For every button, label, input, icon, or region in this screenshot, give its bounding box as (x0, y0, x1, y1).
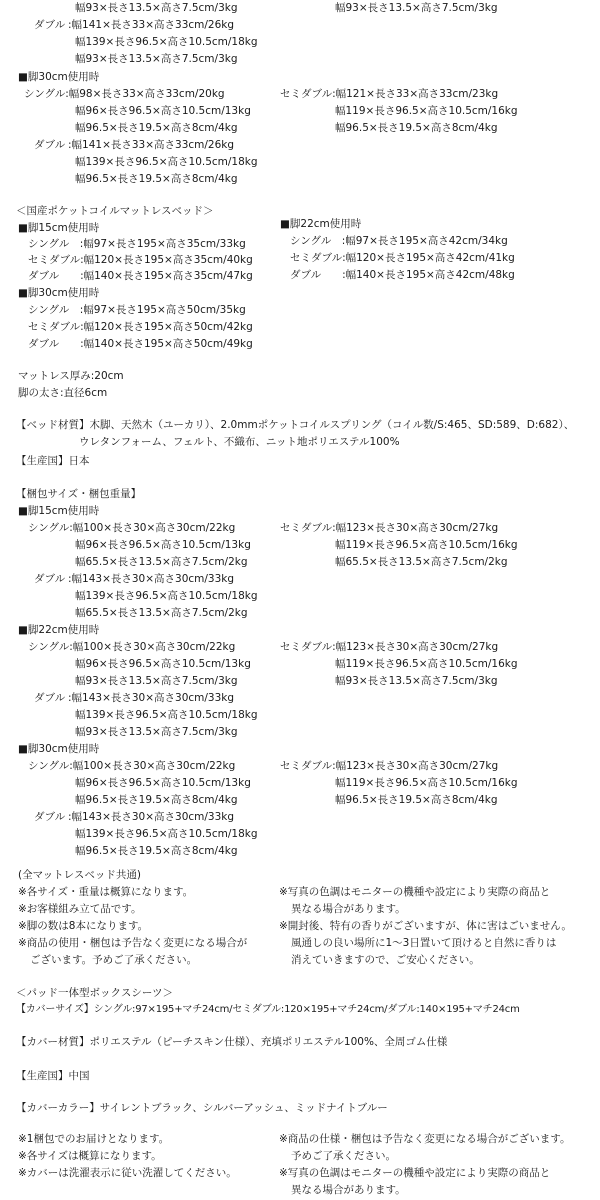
text-line: 幅93×長さ13.5×高さ7.5cm/3kg (335, 675, 498, 687)
text-line: 幅119×長さ96.5×高さ10.5cm/16kg (335, 105, 518, 117)
text-line: シングル :幅97×長さ195×高さ42cm/34kg (290, 235, 508, 247)
text-line: ダブル :幅140×長さ195×高さ50cm/49kg (28, 338, 253, 350)
text-line: 幅93×長さ13.5×高さ7.5cm/3kg (335, 2, 498, 14)
section-title: ＜国産ポケットコイルマットレスベッド＞ (16, 205, 214, 217)
text-line: 幅119×長さ96.5×高さ10.5cm/16kg (335, 539, 518, 551)
text-line: ダブル :幅140×長さ195×高さ35cm/47kg (28, 270, 253, 282)
text-line: シングル:幅100×長さ30×高さ30cm/22kg (28, 760, 236, 772)
note-line: ※各サイズ・重量は概算になります。 (18, 886, 194, 898)
text-line: セミダブル:幅120×長さ195×高さ42cm/41kg (290, 252, 515, 264)
text-line: 幅119×長さ96.5×高さ10.5cm/16kg (335, 658, 518, 670)
text-line: 幅139×長さ96.5×高さ10.5cm/18kg (75, 36, 258, 48)
text-line: 幅96.5×長さ19.5×高さ8cm/4kg (75, 122, 238, 134)
note-line: ※商品の仕様・梱包は予告なく変更になる場合がございます。 (279, 1133, 571, 1145)
section-header: ■脚22cm使用時 (18, 624, 100, 636)
note-line: 異なる場合があります。 (291, 1184, 406, 1196)
text-line: 幅65.5×長さ13.5×高さ7.5cm/2kg (75, 607, 248, 619)
text-line: 幅139×長さ96.5×高さ10.5cm/18kg (75, 156, 258, 168)
section-header: ■脚15cm使用時 (18, 505, 100, 517)
text-line: 幅96.5×長さ19.5×高さ8cm/4kg (75, 173, 238, 185)
text-line: ウレタンフォーム、フェルト、不織布、ニット地ポリエステル100% (79, 436, 400, 448)
text-line: 幅96×長さ96.5×高さ10.5cm/13kg (75, 539, 251, 551)
text-line: 幅119×長さ96.5×高さ10.5cm/16kg (335, 777, 518, 789)
section-title: (全マットレスベッド共通) (18, 869, 141, 881)
text-line: 幅96.5×長さ19.5×高さ8cm/4kg (75, 794, 238, 806)
text-line: 【ベッド材質】木脚、天然木（ユーカリ）、2.0mmポケットコイルスプリング（コイル数/S:465、SD:589、D:682）、 (16, 419, 575, 431)
text-line: シングル :幅97×長さ195×高さ50cm/35kg (28, 304, 246, 316)
note-line: ※お客様組み立て品です。 (18, 903, 142, 915)
note-line: ※各サイズは概算になります。 (18, 1150, 162, 1162)
note-line: ございます。予めご了承ください。 (30, 954, 198, 966)
section-header: ■脚30cm使用時 (18, 743, 100, 755)
note-line: ※写真の色調はモニターの機種や設定により実際の商品と (279, 1167, 551, 1179)
section-title: ＜パッド一体型ボックスシーツ＞ (16, 987, 173, 999)
text-line: 幅96×長さ96.5×高さ10.5cm/13kg (75, 105, 251, 117)
text-line: セミダブル:幅120×長さ195×高さ35cm/40kg (28, 254, 253, 266)
section-title: 【梱包サイズ・梱包重量】 (16, 488, 142, 500)
text-line: 幅96.5×長さ19.5×高さ8cm/4kg (75, 845, 238, 857)
text-line: セミダブル:幅120×長さ195×高さ50cm/42kg (28, 321, 253, 333)
text-line: 幅93×長さ13.5×高さ7.5cm/3kg (75, 53, 238, 65)
section-header: ■脚30cm使用時 (18, 287, 100, 299)
text-line: :幅141×長さ33×高さ33cm/26kg (68, 19, 235, 31)
text-line: 幅96.5×長さ19.5×高さ8cm/4kg (335, 794, 498, 806)
text-line: :幅143×長さ30×高さ30cm/33kg (68, 692, 235, 704)
note-line: 風通しの良い場所に1～3日置いて頂けると自然に香りは (291, 937, 557, 949)
note-line: ※脚の数は8本になります。 (18, 920, 149, 932)
section-header: ■脚22cm使用時 (280, 218, 362, 230)
text-line: 【カバー材質】ポリエステル（ピーチスキン仕様）、充填ポリエステル100%、全周ゴム仕様 (16, 1036, 448, 1048)
note-line: ※1梱包でのお届けとなります。 (18, 1133, 170, 1145)
text-line: セミダブル:幅123×長さ30×高さ30cm/27kg (280, 641, 499, 653)
text-line: :幅141×長さ33×高さ33cm/26kg (68, 139, 235, 151)
text-line: 幅65.5×長さ13.5×高さ7.5cm/2kg (335, 556, 508, 568)
size-label: ダブル (34, 19, 66, 31)
text-line: 幅65.5×長さ13.5×高さ7.5cm/2kg (75, 556, 248, 568)
text-line: :幅143×長さ30×高さ30cm/33kg (68, 811, 235, 823)
size-label: ダブル (34, 692, 66, 704)
text-line: 【生産国】日本 (16, 455, 90, 467)
text-line: :幅143×長さ30×高さ30cm/33kg (68, 573, 235, 585)
section-header: ■脚15cm使用時 (18, 222, 100, 234)
text-line: 幅139×長さ96.5×高さ10.5cm/18kg (75, 828, 258, 840)
text-line: 【カバーカラー】サイレントブラック、シルバーアッシュ、ミッドナイトブルー (16, 1102, 388, 1114)
text-line: シングル:幅100×長さ30×高さ30cm/22kg (28, 522, 236, 534)
text-line: シングル :幅97×長さ195×高さ35cm/33kg (28, 238, 246, 250)
size-label: ダブル (34, 811, 66, 823)
note-line: 消えていきますので、ご安心ください。 (291, 954, 480, 966)
note-line: ※開封後、特有の香りがございますが、体に害はごいません。 (279, 920, 572, 932)
note-line: 異なる場合があります。 (291, 903, 406, 915)
text-line: シングル:幅98×長さ33×高さ33cm/20kg (24, 88, 225, 100)
note-line: ※カバーは洗濯表示に従い洗濯してください。 (18, 1167, 237, 1179)
text-line: 幅139×長さ96.5×高さ10.5cm/18kg (75, 709, 258, 721)
size-label: ダブル (34, 139, 66, 151)
text-line: 幅93×長さ13.5×高さ7.5cm/3kg (75, 2, 238, 14)
text-line: ダブル :幅140×長さ195×高さ42cm/48kg (290, 269, 515, 281)
text-line: シングル:幅100×長さ30×高さ30cm/22kg (28, 641, 236, 653)
text-line: 幅96.5×長さ19.5×高さ8cm/4kg (335, 122, 498, 134)
text-line: 幅96×長さ96.5×高さ10.5cm/13kg (75, 658, 251, 670)
text-line: マットレス厚み:20cm (18, 370, 124, 382)
text-line: 幅93×長さ13.5×高さ7.5cm/3kg (75, 675, 238, 687)
section-header: ■脚30cm使用時 (18, 71, 100, 83)
text-line: セミダブル:幅123×長さ30×高さ30cm/27kg (280, 760, 499, 772)
text-line: 幅139×長さ96.5×高さ10.5cm/18kg (75, 590, 258, 602)
text-line: 幅96×長さ96.5×高さ10.5cm/13kg (75, 777, 251, 789)
text-line: 【カバーサイズ】シングル:97×195+マチ24cm/セミダブル:120×195+マチ24cm/ダブル:140×195+マチ24cm (16, 1004, 520, 1015)
text-line: 脚の太さ:直径6cm (18, 387, 108, 399)
text-line: 幅93×長さ13.5×高さ7.5cm/3kg (75, 726, 238, 738)
text-line: 【生産国】中国 (16, 1070, 90, 1082)
size-label: ダブル (34, 573, 66, 585)
note-line: ※商品の使用・梱包は予告なく変更になる場合が (18, 937, 248, 949)
text-line: セミダブル:幅123×長さ30×高さ30cm/27kg (280, 522, 499, 534)
text-line: セミダブル:幅121×長さ33×高さ33cm/23kg (280, 88, 499, 100)
note-line: 予めご了承ください。 (291, 1150, 396, 1162)
note-line: ※写真の色調はモニターの機種や設定により実際の商品と (279, 886, 551, 898)
